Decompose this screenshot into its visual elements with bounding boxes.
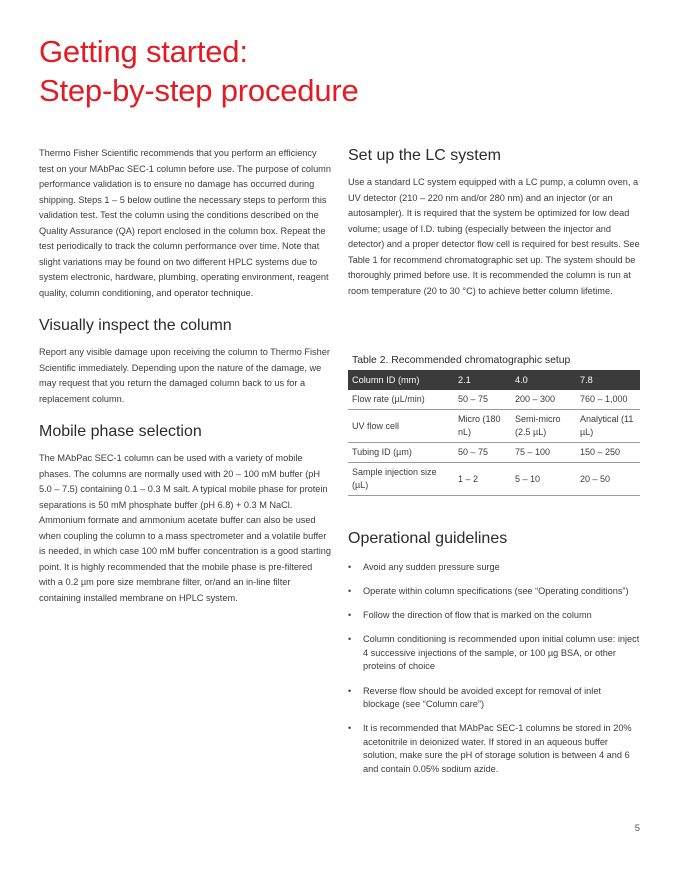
table-cell: 5 – 10 xyxy=(511,463,576,496)
list-item-text: Reverse flow should be avoided except for removal of inlet blockage (see “Column care”) xyxy=(363,685,601,710)
list-item xyxy=(348,609,640,623)
table-row xyxy=(348,443,640,463)
table-cell: 20 – 50 xyxy=(576,463,640,496)
right-column xyxy=(348,146,640,299)
table-cell: 150 – 250 xyxy=(576,443,640,463)
bullet-icon: • xyxy=(348,723,352,734)
table-cell: UV flow cell xyxy=(348,410,454,443)
table-cell: 50 – 75 xyxy=(454,443,511,463)
table-cell: 1 – 2 xyxy=(454,463,511,496)
table-header-cell: Column ID (mm) xyxy=(348,370,454,390)
intro-paragraph: Thermo Fisher Scientific recommends that you perform an efficiency test on your MAbPac SEC-1 column before use. The purpose of column performance validation is to ensure no damage has occurred during shipping. Steps 1 – 5 below outline the necessary steps to perform this validation test. Test the column using the conditions described on the Quality Assurance (QA) report enclosed in the column box. Repeat the test periodically to track the column performance over time. Note that slight variations may be found on two different HPLC systems due to system electronic, hardware, plumbing, operating environment, reagent quality, column conditioning, and operator technique. xyxy=(39,148,331,298)
bullet-icon: • xyxy=(348,610,352,621)
list-item-text: Column conditioning is recommended upon initial column use: inject 4 successive injections of the sample, or 100 µg BSA, or other proteins of choice xyxy=(363,634,640,672)
table-cell: Analytical (11 µL) xyxy=(576,410,640,443)
bullet-icon: • xyxy=(348,685,352,696)
guidelines-list xyxy=(348,561,640,777)
page-title xyxy=(39,32,359,110)
table-cell: Semi-micro (2.5 µL) xyxy=(511,410,576,443)
list-item xyxy=(348,585,640,599)
list-item-text: Follow the direction of flow that is marked on the column xyxy=(363,610,592,621)
table-caption: Table 2. Recommended chromatographic setup xyxy=(352,355,571,366)
list-item xyxy=(348,722,640,776)
inspect-heading: Visually inspect the column xyxy=(39,317,232,334)
table-cell: Sample injection size (µL) xyxy=(348,463,454,496)
table-cell: 760 – 1,000 xyxy=(576,390,640,410)
lc-system-heading: Set up the LC system xyxy=(348,147,501,164)
table-header-cell: 4.0 xyxy=(511,370,576,390)
list-item-text: It is recommended that MAbPac SEC-1 columns be stored in 20% acetonitrile in deionized water. If stored in an aqueous buffer solution, make sure the pH of storage solution is between 4 and 6 and contain 0.05% sodium azide. xyxy=(363,723,632,775)
table-header-cell: 7.8 xyxy=(576,370,640,390)
list-item-text: Operate within column specifications (see “Operating conditions”) xyxy=(363,586,629,597)
table-header-cell: 2.1 xyxy=(454,370,511,390)
bullet-icon: • xyxy=(348,562,352,572)
table-cell: Micro (180 nL) xyxy=(454,410,511,443)
table-cell: 75 – 100 xyxy=(511,443,576,463)
bullet-icon: • xyxy=(348,586,352,597)
table-cell: 200 – 300 xyxy=(511,390,576,410)
table-row xyxy=(348,463,640,496)
list-item xyxy=(348,633,640,674)
list-item xyxy=(348,561,640,575)
table-row xyxy=(348,410,640,443)
operational-guidelines xyxy=(348,529,640,787)
inspect-paragraph: Report any visible damage upon receiving the column to Thermo Fisher Scientific immediately. Depending upon the nature of the damage, we may request that you return the damaged column back to us for a replacement column. xyxy=(39,347,330,404)
list-item xyxy=(348,685,640,712)
page-number: 5 xyxy=(634,823,640,834)
list-item-text: Avoid any sudden pressure surge xyxy=(363,562,500,572)
table-cell: Flow rate (µL/min) xyxy=(348,390,454,410)
mobile-phase-paragraph: The MAbPac SEC-1 column can be used with a variety of mobile phases. The columns are normally used with 20 – 100 mM buffer (pH 5.0 – 7.5) containing 0.1 – 0.3 M salt. A typical mobile phase for protein separations is 50 mM phosphate buffer (pH 6.8) + 0.3 M NaCl. Ammonium formate and ammonium acetate buffer can also be used when coupling the column to a mass spectrometer and a volatile buffer is needed, in which case 100 mM buffer concentration is a good starting point. It is highly recommended that the mobile phase is pre-filtered with a 0.2 µm pore size membrane filter, or/and an in-line filter containing installed membrane on HPLC system. xyxy=(39,453,331,603)
table-cell: 50 – 75 xyxy=(454,390,511,410)
table-cell: Tubing ID (µm) xyxy=(348,443,454,463)
table-header-row xyxy=(348,370,640,390)
lc-system-paragraph: Use a standard LC system equipped with a LC pump, a column oven, a UV detector (210 – 220 nm and/or 280 nm) and an injector (or an autosampler). It is required that the system be optimized for low dead volume; usage of I.D. tubing (especially between the injector and detector) and a proper detector flow cell is required for best results. See Table 1 for recommend chromatographic set up. The system should be thoroughly primed before use. It is recommended the column is run at room temperature (20 to 30 °C) to achieve better column lifetime. xyxy=(348,177,640,296)
chromatographic-setup-table xyxy=(348,370,640,496)
left-column xyxy=(39,146,331,606)
table-row xyxy=(348,390,640,410)
mobile-phase-heading: Mobile phase selection xyxy=(39,423,202,440)
page-title-line-2: Step-by-step procedure xyxy=(39,73,359,108)
bullet-icon: • xyxy=(348,634,352,645)
page-title-line-1: Getting started: xyxy=(39,34,248,69)
guidelines-heading: Operational guidelines xyxy=(348,530,508,547)
